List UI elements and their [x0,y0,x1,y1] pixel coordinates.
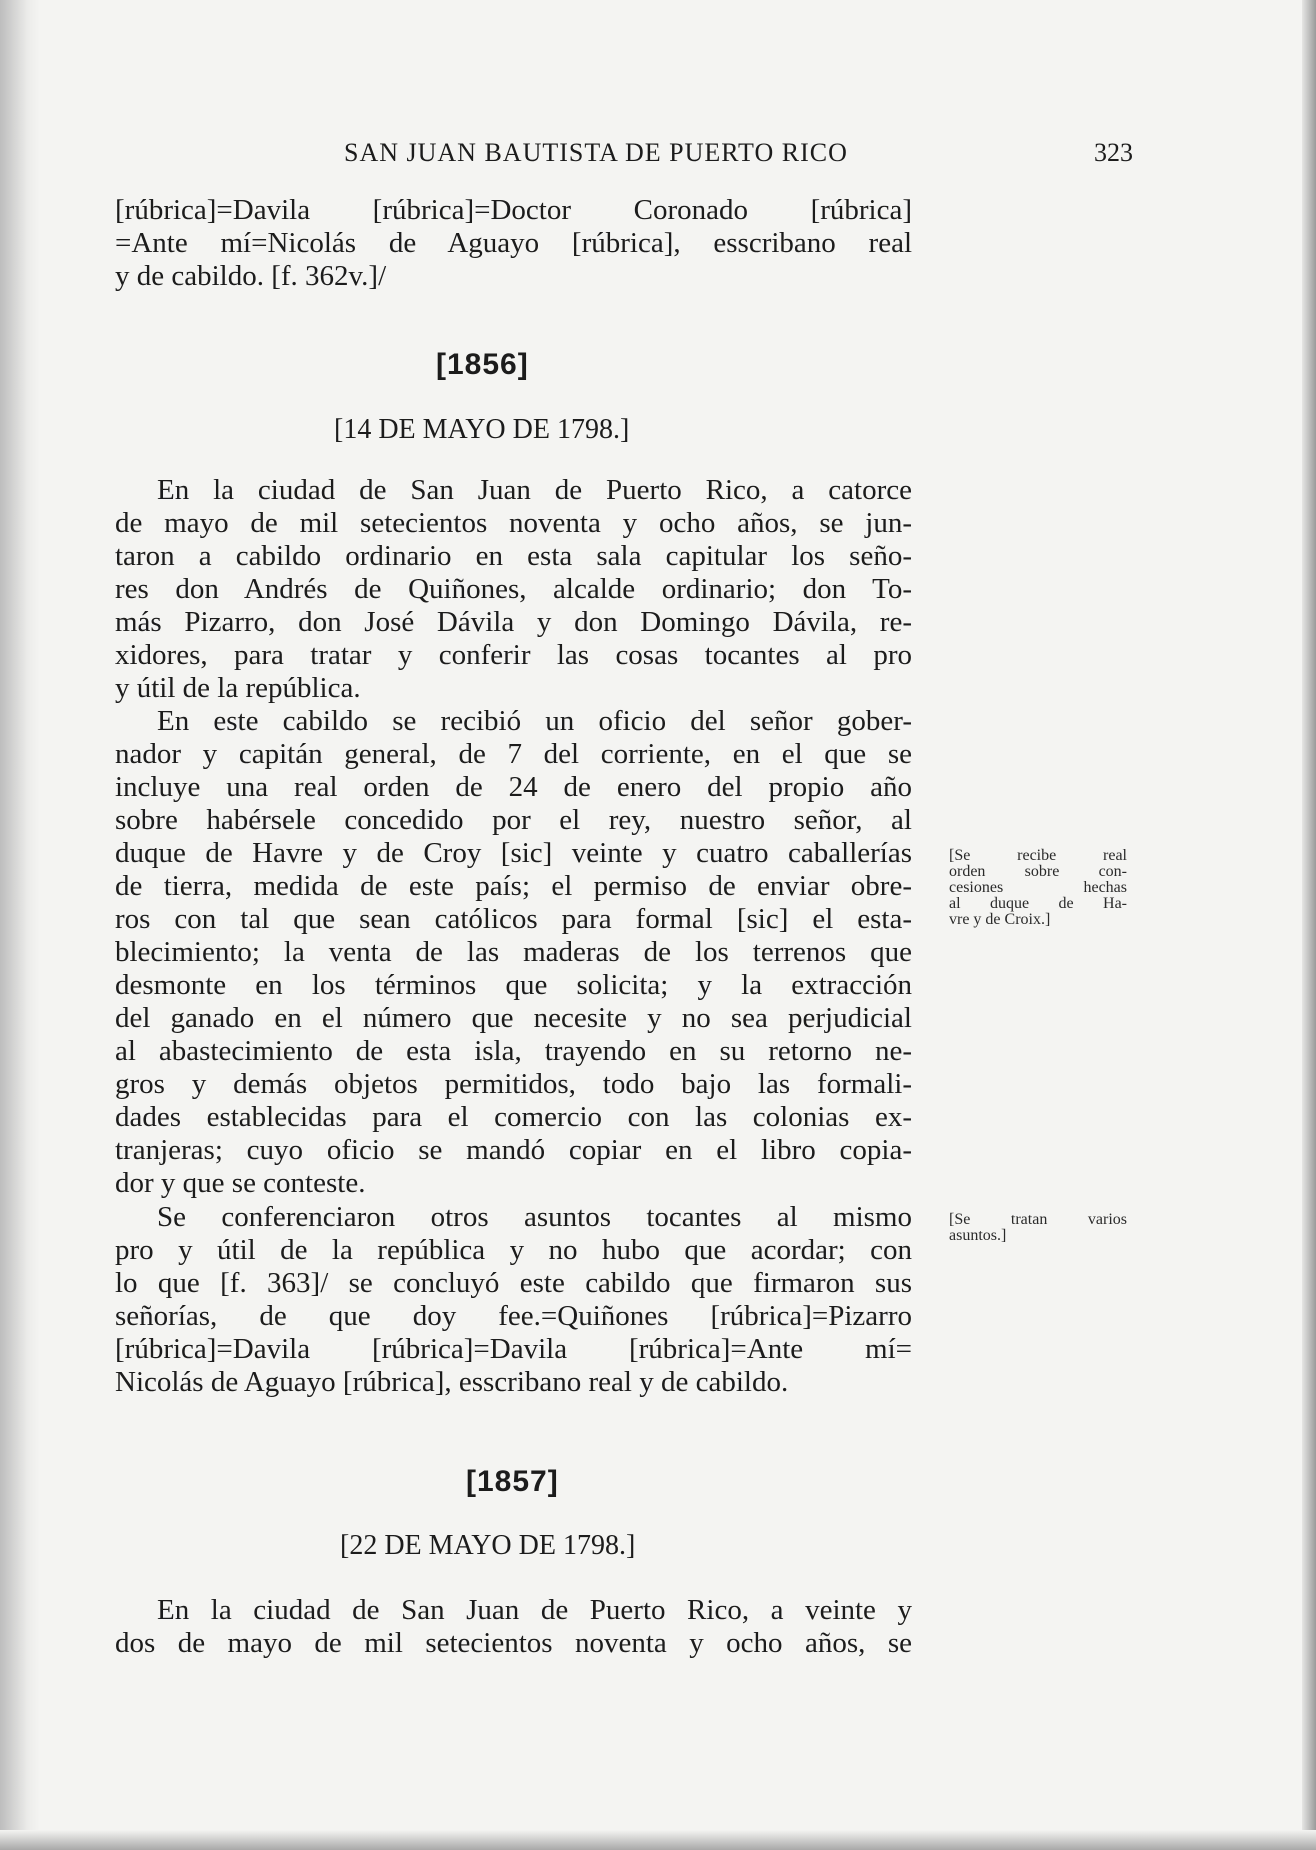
text-line: blecimiento; la venta de las maderas de los terrenos que [115,936,912,968]
document-date-1856: [14 DE MAYO DE 1798.] [334,414,630,445]
text-line: de tierra, medida de este país; el permiso de enviar obre- [115,870,912,902]
document-date-1857: [22 DE MAYO DE 1798.] [340,1530,636,1561]
note-line: al duque de Ha- [949,895,1127,912]
text-line: nador y capitán general, de 7 del corriente, en el que se [115,738,912,770]
page-edge-shadow-right [1302,0,1316,1850]
text-line: [rúbrica]=Davila [rúbrica]=Doctor Coronado [rúbrica] [115,194,912,226]
text-line: Nicolás de Aguayo [rúbrica], esscribano real y de cabildo. [115,1366,789,1398]
text-line: xidores, para tratar y conferir las cosas tocantes al pro [115,639,912,671]
margin-note-royal-order [949,848,1127,928]
text-line: desmonte en los términos que solicita; y la extracción [115,969,912,1001]
text-line: Se conferenciaron otros asuntos tocantes al mismo [157,1201,912,1233]
text-line: dos de mayo de mil setecientos noventa y ocho años, se [115,1627,912,1659]
text-line: lo que [f. 363]/ se concluyó este cabildo que firmaron sus [115,1267,912,1299]
text-line: al abastecimiento de esta isla, trayendo en su retorno ne- [115,1035,912,1067]
text-line: En este cabildo se recibió un oficio del señor gober- [157,705,912,737]
text-line: gros y demás objetos permitidos, todo bajo las formali- [115,1068,912,1100]
text-line: más Pizarro, don José Dávila y don Domingo Dávila, re- [115,606,912,638]
note-line: [Se recibe real [949,847,1127,864]
note-line: asuntos.] [949,1227,1007,1244]
running-title: SAN JUAN BAUTISTA DE PUERTO RICO [344,138,848,167]
text-line: y útil de la república. [115,672,361,704]
entry-1856-paragraph-3 [115,1201,912,1399]
document-number-1856: [1856] [436,348,529,381]
text-line: de mayo de mil setecientos noventa y ocho años, se jun- [115,507,912,539]
carryover-paragraph [115,194,912,293]
text-line: y de cabildo. [f. 362v.]/ [115,260,387,292]
text-line: duque de Havre y de Croy [sic] veinte y cuatro caballerías [115,837,912,869]
note-line: cesiones hechas [949,879,1127,896]
text-line: En la ciudad de San Juan de Puerto Rico, a veinte y [157,1594,912,1626]
text-line: dades establecidas para el comercio con las colonias ex- [115,1101,912,1133]
note-line: [Se tratan varios [949,1211,1127,1228]
text-line: dor y que se conteste. [115,1167,366,1199]
text-line: tranjeras; cuyo oficio se mandó copiar en el libro copia- [115,1134,912,1166]
entry-1856-paragraph-1 [115,474,912,705]
text-line: =Ante mí=Nicolás de Aguayo [rúbrica], esscribano real [115,227,912,259]
entry-1856-paragraph-2 [115,705,912,1200]
text-line: incluye una real orden de 24 de enero del propio año [115,771,912,803]
note-line: orden sobre con- [949,863,1127,880]
margin-note-various-matters [949,1212,1127,1244]
text-line: del ganado en el número que necesite y no sea perjudicial [115,1002,912,1034]
document-number-1857: [1857] [466,1465,559,1498]
text-line: sobre habérsele concedido por el rey, nuestro señor, al [115,804,912,836]
page-edge-shadow-left [0,0,40,1850]
text-line: [rúbrica]=Davila [rúbrica]=Davila [rúbrica]=Ante mí= [115,1333,912,1365]
page-number: 323 [1094,138,1133,167]
text-line: ros con tal que sean católicos para formal [sic] el esta- [115,903,912,935]
text-line: res don Andrés de Quiñones, alcalde ordinario; don To- [115,573,912,605]
entry-1857-paragraph-1 [115,1594,912,1660]
page-edge-shadow-bottom [0,1830,1316,1850]
text-line: taron a cabildo ordinario en esta sala capitular los seño- [115,540,912,572]
note-line: vre y de Croix.] [949,911,1051,928]
text-line: pro y útil de la república y no hubo que acordar; con [115,1234,912,1266]
text-line: señorías, de que doy fee.=Quiñones [rúbrica]=Pizarro [115,1300,912,1332]
text-line: En la ciudad de San Juan de Puerto Rico, a catorce [157,474,912,506]
